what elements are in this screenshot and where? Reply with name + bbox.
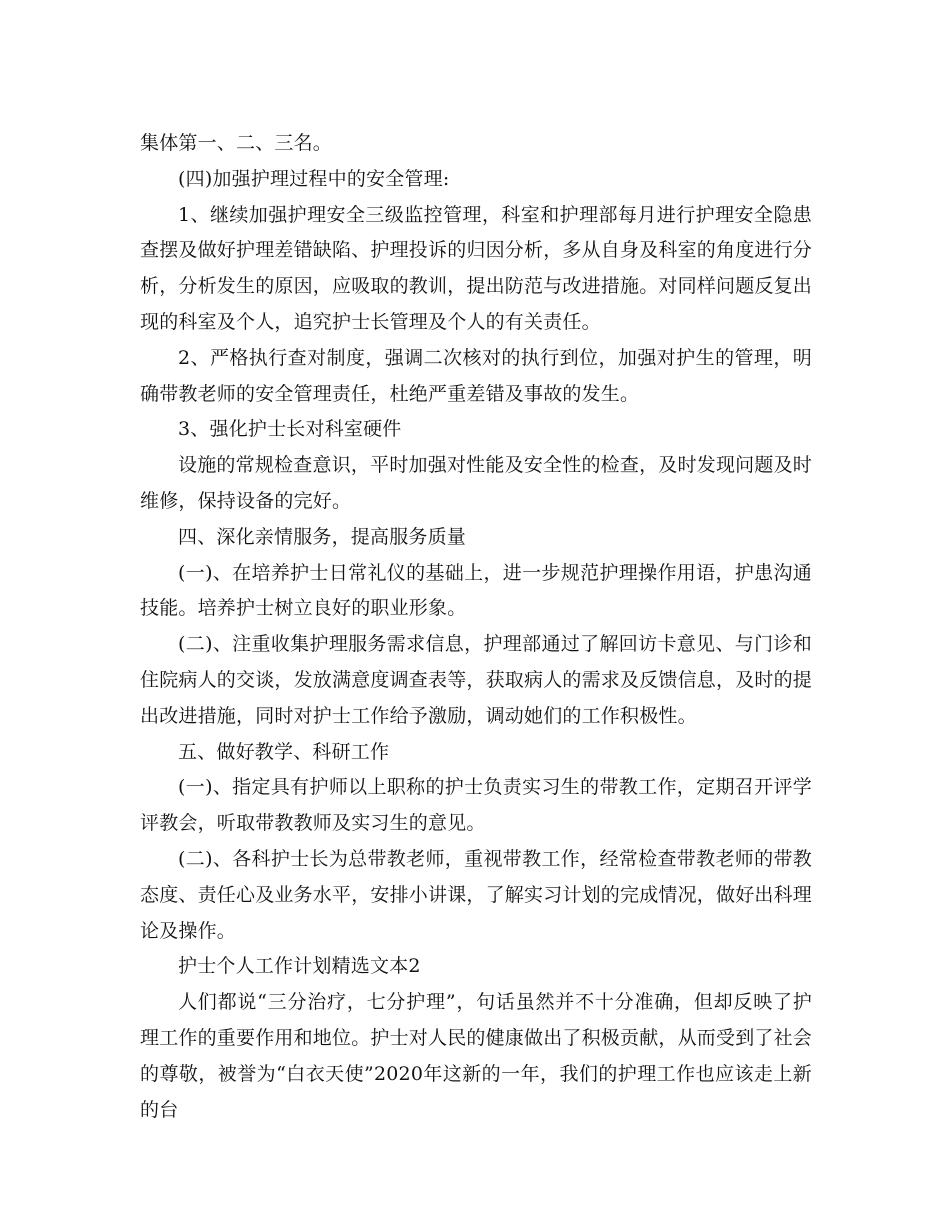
paragraph: 集体第一、二、三名。 — [140, 132, 333, 154]
section-heading: 护士个人工作计划精选文本2 — [178, 955, 421, 978]
paragraph: (一)、指定具有护师以上职称的护士负责实习生的带教工作，定期召开评学评教会，听取带教教师及实习生的意见。 — [140, 776, 812, 835]
section-heading: 四、深化亲情服务，提高服务质量 — [178, 525, 467, 548]
paragraph: 3、强化护士长对科室硬件 — [178, 418, 402, 441]
paragraph: 人们都说“三分治疗，七分护理”，句话虽然并不十分准确，但却反映了护理工作的重要作用和地位。护士对人民的健康做出了积极贡献，从而受到了社会的尊敬，被誉为“白衣天使”2020年这新的一年，我们的护理工作也应该走上新的台 — [140, 991, 813, 1121]
paragraph: 1、继续加强护理安全三级监控管理，科室和护理部每月进行护理安全隐患查摆及做好护理差错缺陷、护理投诉的归因分析，多从自身及科室的角度进行分析，分析发生的原因，应吸取的教训，提出防范与改进措施。对同样问题反复出现的科室及个人，追究护士长管理及个人的有关责任。 — [140, 203, 813, 333]
paragraph: 2、严格执行查对制度，强调二次核对的执行到位，加强对护生的管理，明确带教老师的安全管理责任，杜绝严重差错及事故的发生。 — [140, 346, 812, 405]
section-heading: 五、做好教学、科研工作 — [178, 740, 390, 763]
paragraph: 设施的常规检查意识，平时加强对性能及安全性的检查，及时发现问题及时维修，保持设备的完好。 — [140, 454, 812, 512]
document-body — [140, 126, 812, 1128]
paragraph: (二)、各科护士长为总带教老师，重视带教工作，经常检查带教老师的带教态度、责任心及业务水平，安排小讲课，了解实习计划的完成情况，做好出科理论及操作。 — [140, 847, 813, 942]
paragraph: (四)加强护理过程中的安全管理: — [178, 167, 450, 190]
paragraph: (一)、在培养护士日常礼仪的基础上，进一步规范护理操作用语，护患沟通技能。培养护士树立良好的职业形象。 — [140, 561, 812, 620]
paragraph: (二)、注重收集护理服务需求信息，护理部通过了解回访卡意见、与门诊和住院病人的交谈，发放满意度调查表等，获取病人的需求及反馈信息，及时的提出改进措施，同时对护士工作给予激励，调动她们的工作积极性。 — [140, 633, 813, 727]
